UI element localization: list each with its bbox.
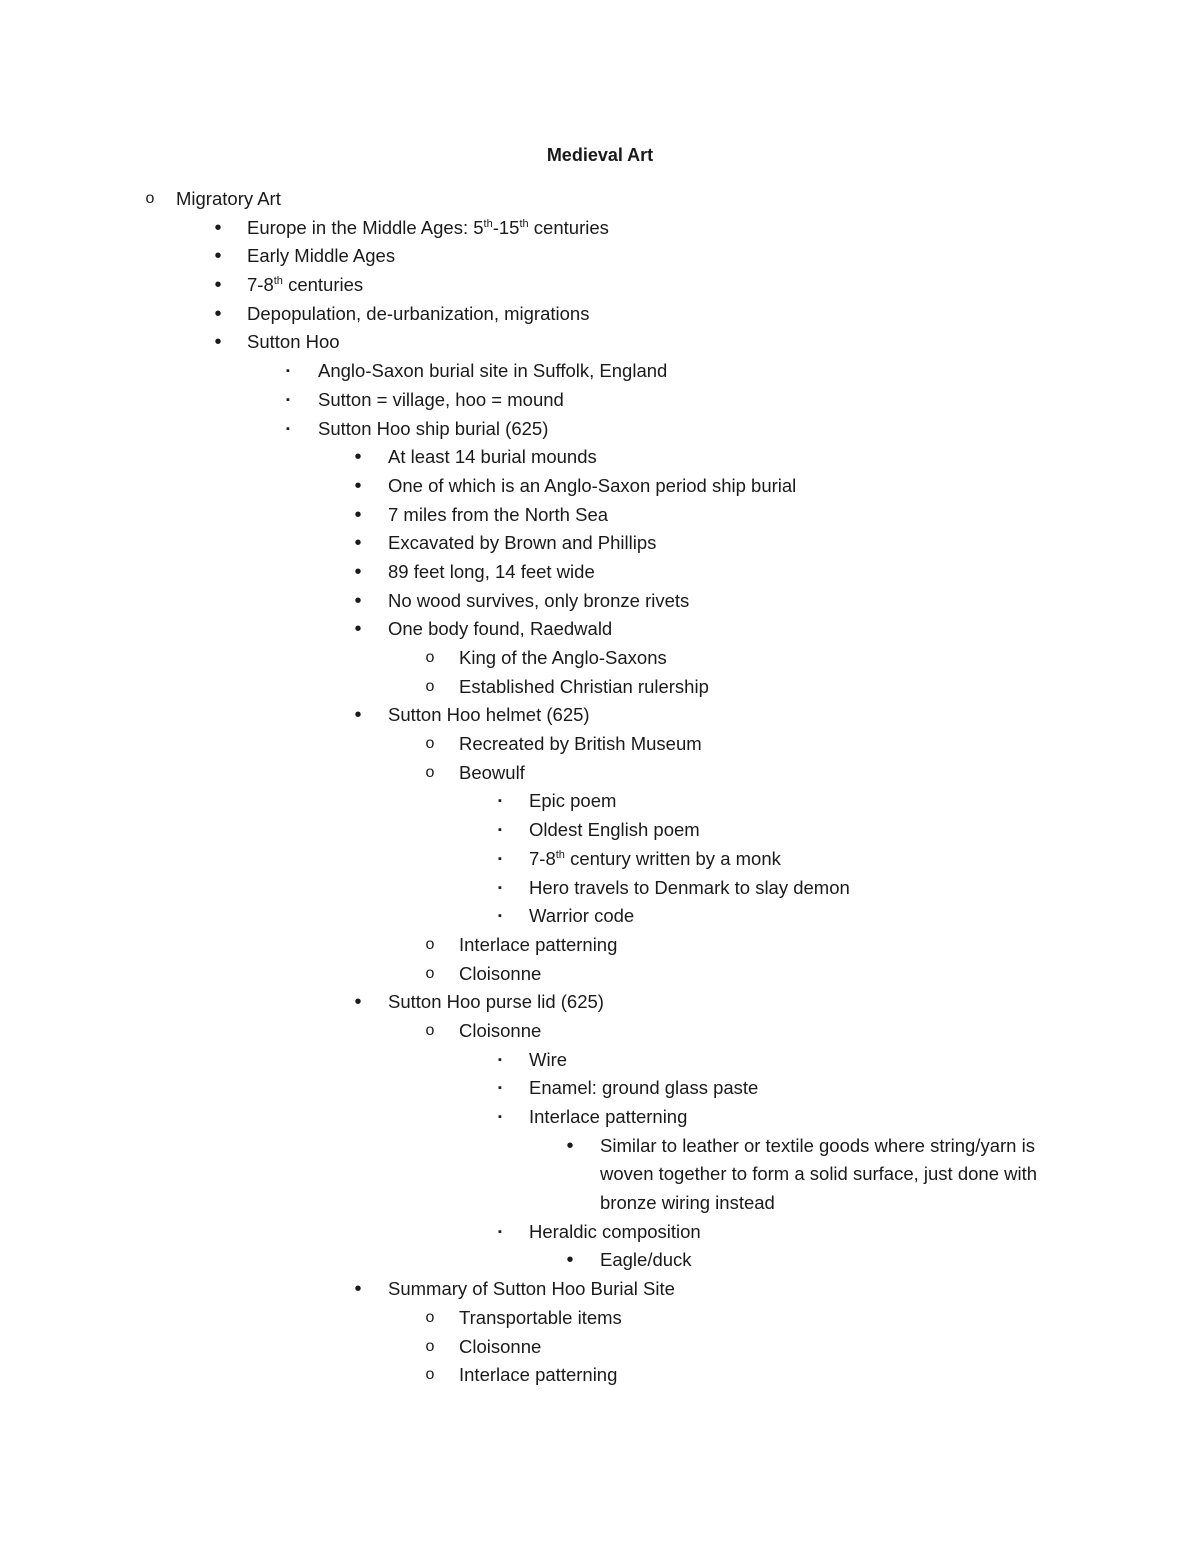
bullet-marker: ▪: [498, 1111, 502, 1123]
outline-item-text: Cloisonne: [459, 1019, 542, 1041]
bullet-marker: •: [354, 532, 362, 555]
bullet-marker: o: [425, 1337, 435, 1355]
text-run: 7-8: [529, 847, 556, 869]
outline-item: [0, 816, 1200, 845]
bullet-marker: •: [354, 474, 362, 497]
bullet-marker: ▪: [286, 365, 290, 378]
superscript: th: [555, 848, 565, 861]
outline-item: [0, 1361, 1200, 1390]
text-run: 7-8: [247, 274, 274, 296]
outline-item: [0, 587, 1200, 616]
bullet-marker: ▪: [286, 393, 290, 406]
bullet-marker: •: [354, 1278, 362, 1301]
bullet-marker: •: [354, 503, 362, 526]
outline-item-text: Epic poem: [529, 790, 617, 812]
outline-item-text: Sutton Hoo ship burial (625): [318, 417, 549, 439]
outline-item: [0, 300, 1200, 329]
bullet-marker: •: [354, 560, 362, 583]
outline-item-text: Depopulation, de-urbanization, migrations: [247, 302, 590, 324]
outline-item-text: Sutton Hoo helmet (625): [388, 704, 590, 726]
bullet-marker: •: [214, 274, 222, 297]
bullet-marker: ▪: [498, 910, 502, 923]
outline-item-text: Summary of Sutton Hoo Burial Site: [388, 1278, 675, 1300]
bullet-marker: •: [354, 618, 362, 641]
outline-item: [0, 960, 1200, 989]
bullet-marker: ▪: [498, 881, 502, 894]
outline-item: [0, 1218, 1200, 1247]
outline-item: [0, 787, 1200, 816]
outline-item: [0, 242, 1200, 271]
outline-item: [0, 271, 1200, 300]
outline-item-text: Interlace patterning: [459, 933, 618, 955]
notes-outline: [0, 185, 1200, 1390]
outline-item: [0, 874, 1200, 903]
bullet-marker: o: [145, 190, 155, 207]
outline-item: [0, 730, 1200, 759]
outline-item: [0, 931, 1200, 960]
outline-item-text: Cloisonne: [459, 1335, 542, 1357]
outline-item-text: 89 feet long, 14 feet wide: [388, 560, 595, 582]
outline-item-text: Heraldic composition: [529, 1220, 701, 1242]
outline-item: [0, 558, 1200, 587]
outline-item-text: Wire: [529, 1048, 568, 1070]
outline-item-text: One body found, Raedwald: [388, 618, 613, 640]
outline-item: [0, 1046, 1200, 1075]
bullet-marker: o: [425, 649, 435, 666]
bullet-marker: ▪: [498, 824, 502, 837]
outline-item-text: Sutton Hoo: [247, 331, 340, 353]
bullet-marker: o: [425, 735, 435, 753]
bullet-marker: •: [354, 991, 362, 1014]
outline-item-text: Enamel: ground glass paste: [529, 1077, 759, 1099]
outline-item-text: Sutton = village, hoo = mound: [318, 388, 564, 410]
bullet-marker: o: [425, 935, 435, 953]
bullet-marker: •: [354, 589, 362, 612]
outline-item-text: Beowulf: [459, 761, 525, 783]
bullet-marker: ▪: [498, 795, 502, 808]
superscript: th: [519, 217, 529, 230]
outline-item-text: Anglo-Saxon burial site in Suffolk, England: [318, 360, 668, 382]
bullet-marker: •: [354, 446, 362, 469]
outline-item-text: [247, 271, 363, 300]
outline-item: [0, 1246, 1200, 1275]
outline-item-text: Established Christian rulership: [459, 675, 709, 697]
bullet-marker: •: [214, 216, 222, 239]
outline-item-text: Sutton Hoo purse lid (625): [388, 991, 604, 1013]
outline-item: [0, 1132, 1200, 1218]
bullet-marker: •: [354, 704, 362, 727]
outline-item: [0, 328, 1200, 357]
bullet-marker: •: [214, 245, 222, 268]
outline-item: [0, 1304, 1200, 1333]
outline-item-text: King of the Anglo-Saxons: [459, 647, 667, 668]
outline-item: [0, 472, 1200, 501]
text-run: century written by a monk: [564, 847, 781, 869]
outline-item-text: Early Middle Ages: [247, 245, 396, 267]
outline-item: [0, 701, 1200, 730]
outline-item-text: Migratory Art: [176, 188, 281, 209]
outline-item-text: Excavated by Brown and Phillips: [388, 532, 657, 554]
outline-item: [0, 501, 1200, 530]
bullet-marker: •: [566, 1134, 574, 1157]
bullet-marker: ▪: [498, 852, 502, 865]
superscript: th: [273, 275, 283, 288]
outline-item-text: Interlace patterning: [529, 1106, 688, 1127]
outline-item: [0, 1074, 1200, 1103]
page-title: Medieval Art: [546, 145, 654, 165]
outline-item: [0, 185, 1200, 214]
outline-item-text: Eagle/duck: [600, 1249, 692, 1271]
text-run: -15: [492, 216, 520, 238]
outline-item: [0, 644, 1200, 673]
outline-item: [0, 529, 1200, 558]
outline-item-text: [529, 845, 781, 874]
text-run: centuries: [528, 216, 609, 238]
text-run: Europe in the Middle Ages: 5: [247, 216, 484, 238]
outline-item-text: Cloisonne: [459, 962, 542, 984]
outline-item: [0, 386, 1200, 415]
outline-item-text: 7 miles from the North Sea: [388, 503, 609, 525]
outline-item-text: Interlace patterning: [459, 1364, 618, 1386]
bullet-marker: •: [214, 331, 222, 354]
bullet-marker: ▪: [498, 1082, 502, 1095]
outline-item-text: One of which is an Anglo-Saxon period ship burial: [388, 474, 797, 496]
bullet-marker: o: [425, 1021, 435, 1039]
outline-item-text: Warrior code: [529, 905, 635, 927]
bullet-marker: •: [214, 302, 222, 325]
outline-item: [0, 1017, 1200, 1046]
bullet-marker: o: [425, 964, 435, 982]
bullet-marker: ▪: [498, 1053, 502, 1066]
outline-item-text: [247, 214, 609, 243]
bullet-marker: o: [425, 763, 435, 781]
outline-item: [0, 1275, 1200, 1304]
text-run: centuries: [282, 274, 364, 296]
bullet-marker: •: [566, 1249, 574, 1272]
outline-item: [0, 615, 1200, 644]
outline-item-text: Recreated by British Museum: [459, 733, 702, 755]
outline-item: [0, 214, 1200, 243]
outline-item: [0, 988, 1200, 1017]
outline-item: [0, 845, 1200, 874]
outline-item-text: No wood survives, only bronze rivets: [388, 589, 690, 611]
bullet-marker: ▪: [286, 422, 290, 435]
outline-item-text: Similar to leather or textile goods where string/yarn is woven together to form a solid surface, just done with bronze wiring instead: [600, 1134, 1038, 1214]
outline-item-text: Oldest English poem: [529, 819, 700, 841]
outline-item: [0, 902, 1200, 931]
outline-item: [0, 357, 1200, 386]
bullet-marker: ▪: [498, 1225, 502, 1238]
outline-item: [0, 759, 1200, 788]
bullet-marker: o: [425, 677, 435, 695]
outline-item: [0, 1333, 1200, 1362]
bullet-marker: o: [425, 1366, 435, 1384]
outline-item: [0, 1103, 1200, 1132]
outline-item: [0, 443, 1200, 472]
superscript: th: [483, 217, 493, 230]
outline-item: [0, 415, 1200, 444]
outline-item-text: Hero travels to Denmark to slay demon: [529, 876, 850, 898]
outline-item-text: At least 14 burial mounds: [388, 446, 597, 468]
bullet-marker: o: [425, 1308, 435, 1326]
outline-item: [0, 673, 1200, 702]
outline-item-text: Transportable items: [459, 1306, 622, 1328]
